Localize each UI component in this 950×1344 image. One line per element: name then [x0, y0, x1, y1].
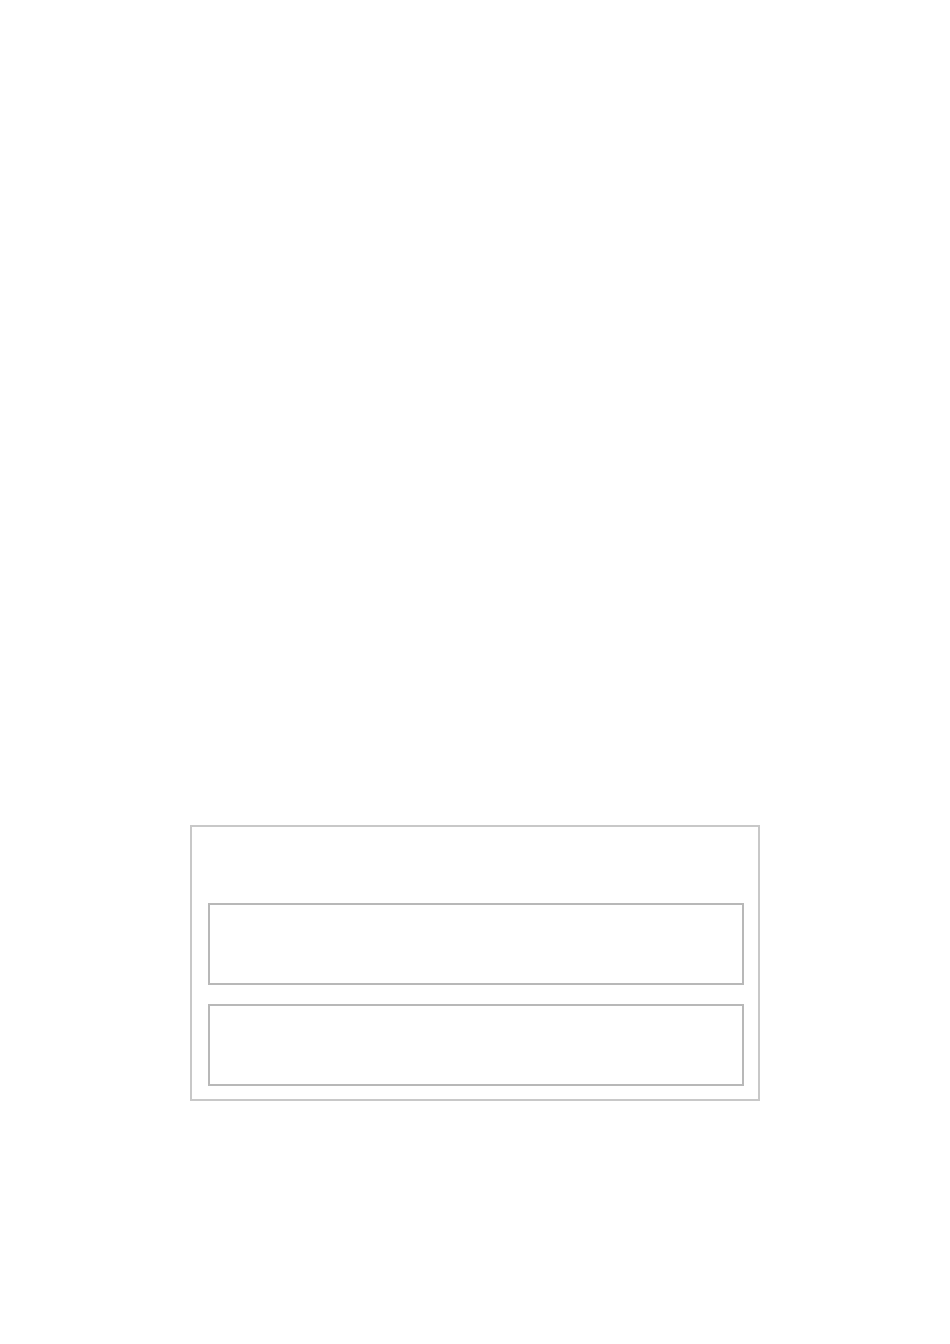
management-platform-box [208, 1004, 744, 1086]
sharing-exchange-platform-box [208, 903, 744, 985]
platform-diagram [190, 825, 760, 1101]
